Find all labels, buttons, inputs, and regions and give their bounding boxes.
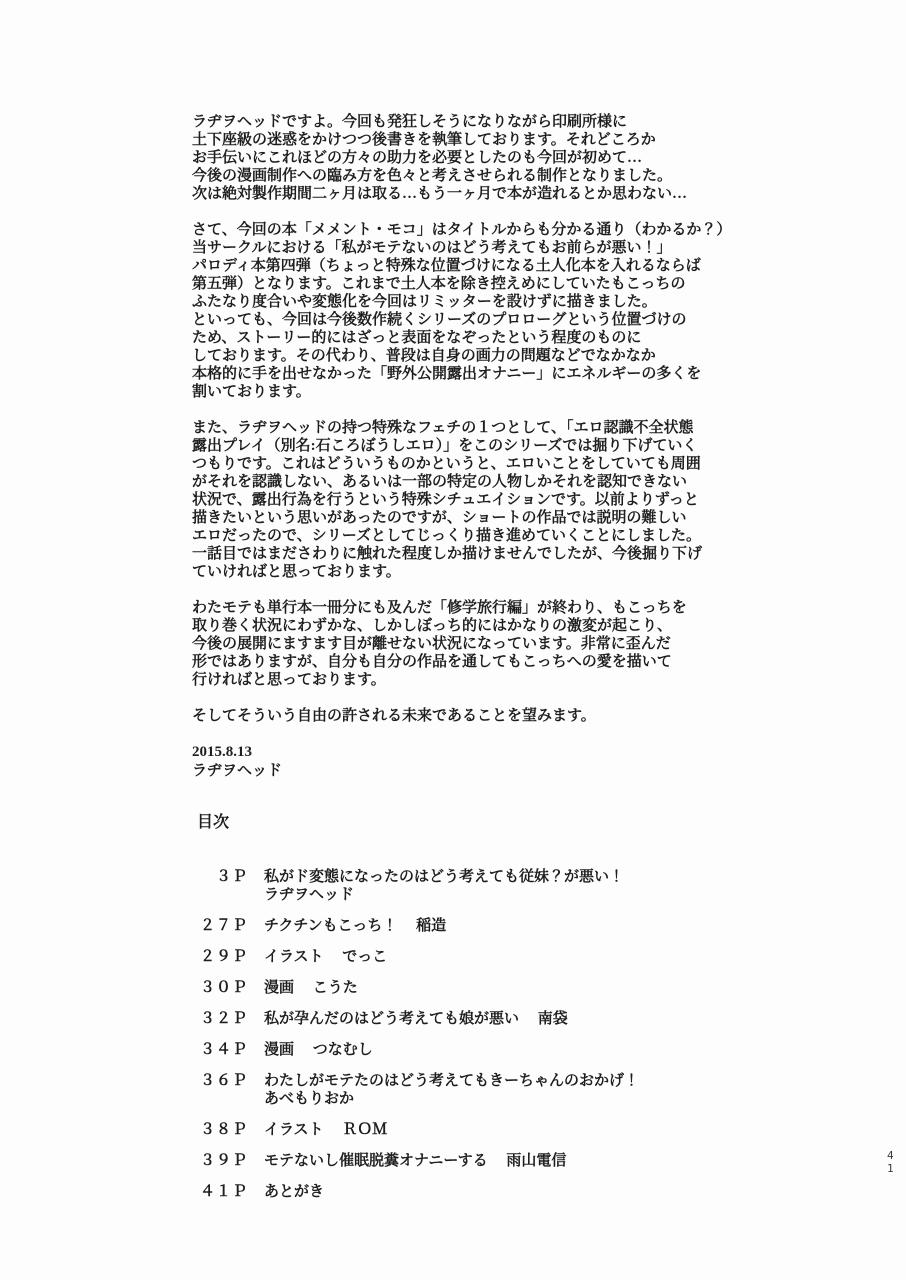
text-line: がそれを認識しない、あるいは一部の特定の人物しかそれを認知できない — [192, 474, 688, 490]
text-line: 描きたいという思いがあったのですが、ショートの作品では説明の難しい — [192, 510, 687, 526]
toc-title-line: あとがき — [264, 1184, 325, 1200]
text-line: 土下座級の迷惑をかけつつ後書きを執筆しております。それどころか — [192, 132, 656, 148]
afterword-paragraph — [192, 113, 762, 203]
text-line: ていければと思っております。 — [192, 564, 401, 580]
afterword-text-block — [192, 113, 762, 781]
date: 2015.8.13 — [192, 744, 252, 760]
toc-entry-title — [264, 948, 387, 966]
toc-page-number: ３Ｐ — [215, 869, 248, 885]
toc-entry — [197, 1041, 797, 1059]
toc-page-number: ３９Ｐ — [199, 1153, 248, 1169]
toc-entry — [197, 1152, 797, 1170]
toc-page-number: ３８Ｐ — [199, 1122, 248, 1138]
text-line: 第五弾）となります。これまで土人本を除き控えめにしていたもこっちの — [192, 276, 686, 292]
toc-heading: 目次 — [197, 814, 230, 831]
text-line: また、ラヂヲヘッドの持つ特殊なフェチの１つとして、「エロ認識不全状態 — [192, 420, 694, 436]
toc-entry-title — [264, 1072, 639, 1108]
toc-entry — [197, 868, 797, 904]
toc-entry-title — [264, 868, 624, 904]
toc-entry-title — [264, 1183, 324, 1201]
toc-author-line: ラヂヲヘッド — [264, 887, 355, 903]
toc-page-number: ３４Ｐ — [199, 1042, 248, 1058]
toc-title-line: イラスト でっこ — [264, 949, 388, 965]
text-line: わたモテも単行本一冊分にも及んだ「修学旅行編」が終わり、もこっちを — [192, 600, 687, 616]
afterword-paragraph — [192, 419, 762, 581]
toc-author-line: あべもりおか — [264, 1091, 355, 1107]
toc-title-line: 漫画 つなむし — [264, 1042, 373, 1058]
toc-entry — [197, 1183, 797, 1201]
text-line: ラヂヲヘッドですよ。今回も発狂しそうになりながら印刷所様に — [192, 114, 628, 130]
text-line: 一話目ではまださわりに触れた程度しか描けませんでしたが、今後掘り下げ — [192, 546, 703, 562]
afterword-paragraph — [192, 221, 762, 401]
toc-page-number: ２７Ｐ — [199, 918, 248, 934]
toc-title-line: モテないし催眠脱糞オナニーする 雨山電信 — [264, 1153, 567, 1169]
text-line: さて、今回の本「メメント・モコ」はタイトルからも分かる通り（わかるか？） — [192, 222, 732, 238]
signature-block — [192, 743, 762, 781]
toc-entry — [197, 1121, 797, 1139]
toc-title-line: 私が孕んだのはどう考えても娘が悪い 南袋 — [264, 1011, 568, 1027]
text-line: 行ければと思っております。 — [192, 672, 386, 688]
toc-page-number: ２９Ｐ — [199, 949, 248, 965]
text-line: 取り巻く状況にわずかな、しかしぼっち的にはかなりの激変が起こり、 — [192, 618, 673, 634]
toc-entry — [197, 948, 797, 966]
text-line: 状況で、露出行為を行うという特殊シチュエイションです。以前よりずっと — [192, 492, 699, 508]
text-line: 今後の漫画制作への臨み方を色々と考えさせられる制作となりました。 — [192, 168, 673, 184]
text-line: お手伝いにこれほどの方々の助力を必要としたのも今回が初めて… — [192, 150, 643, 166]
text-line: 次は絶対製作期間二ヶ月は取る…もう一ヶ月で本が造れるとか思わない… — [192, 186, 688, 202]
text-line: 今後の展開にますます目が離せない状況になっています。非常に歪んだ — [192, 636, 671, 652]
toc-page-number: ３６Ｐ — [199, 1073, 248, 1089]
toc-page-number: ３２Ｐ — [199, 1011, 248, 1027]
toc-entry — [197, 979, 797, 997]
text-line: ため、ストーリー的にはざっと表面をなぞったという程度のものに — [192, 330, 642, 346]
text-line: 本格的に手を出せなかった「野外公開露出オナニー」にエネルギーの多くを — [192, 366, 702, 382]
toc-entry — [197, 1072, 797, 1108]
afterword-closing — [192, 707, 762, 725]
toc-entry-title — [264, 917, 446, 935]
text-line: つもりです。これはどういうものかというと、エロいことをしていても周囲 — [192, 456, 701, 472]
toc-page-number: ４１Ｐ — [199, 1184, 248, 1200]
text-line: といっても、今回は今後数作続くシリーズのプロローグという位置づけの — [192, 312, 687, 328]
text-line: 割いております。 — [192, 384, 311, 400]
table-of-contents — [197, 814, 797, 1214]
toc-entry — [197, 917, 797, 935]
page-number-folio: 41 — [887, 1149, 894, 1175]
text-line: 当サークルにおける「私がモテないのはどう考えてもお前らが悪い！」 — [192, 240, 672, 256]
toc-entry-title — [264, 1010, 568, 1028]
toc-title-line: 私がド変態になったのはどう考えても従妹？が悪い！ — [264, 869, 625, 885]
text-line: パロディ本第四弾（ちょっと特殊な位置づけになる土人化本を入れるならば — [192, 258, 701, 274]
text-line: そしてそういう自由の許される未来であることを望みます。 — [192, 708, 596, 724]
toc-title-line: チクチンもこっち！ 稲造 — [264, 918, 447, 934]
text-line: しております。その代わり、普段は自身の画力の問題などでなかなか — [192, 348, 656, 364]
toc-entry-title — [264, 979, 358, 997]
text-line: エロだったので、シリーズとしてじっくり描き進めていくことにしました。 — [192, 528, 701, 544]
toc-title-line: イラスト ＲＯＭ — [264, 1122, 388, 1138]
text-line: 露出プレイ（別名:石ころぼうしエロ）」をこのシリーズでは掘り下げていく — [192, 438, 698, 454]
afterword-paragraph — [192, 599, 762, 689]
toc-title-line: わたしがモテたのはどう考えてもきーちゃんのおかげ！ — [264, 1073, 640, 1089]
toc-entry-title — [264, 1041, 373, 1059]
text-line: 形ではありますが、自分も自分の作品を通してもこっちへの愛を描いて — [192, 654, 672, 670]
toc-entry — [197, 1010, 797, 1028]
toc-entry-title — [264, 1121, 387, 1139]
toc-entry-title — [264, 1152, 566, 1170]
text-line: ふたなり度合いや変態化を今回はリミッターを設けずに描きました。 — [192, 294, 657, 310]
toc-title-line: 漫画 こうた — [264, 980, 358, 996]
toc-page-number: ３０Ｐ — [199, 980, 248, 996]
author-name: ラヂヲヘッド — [192, 763, 283, 779]
